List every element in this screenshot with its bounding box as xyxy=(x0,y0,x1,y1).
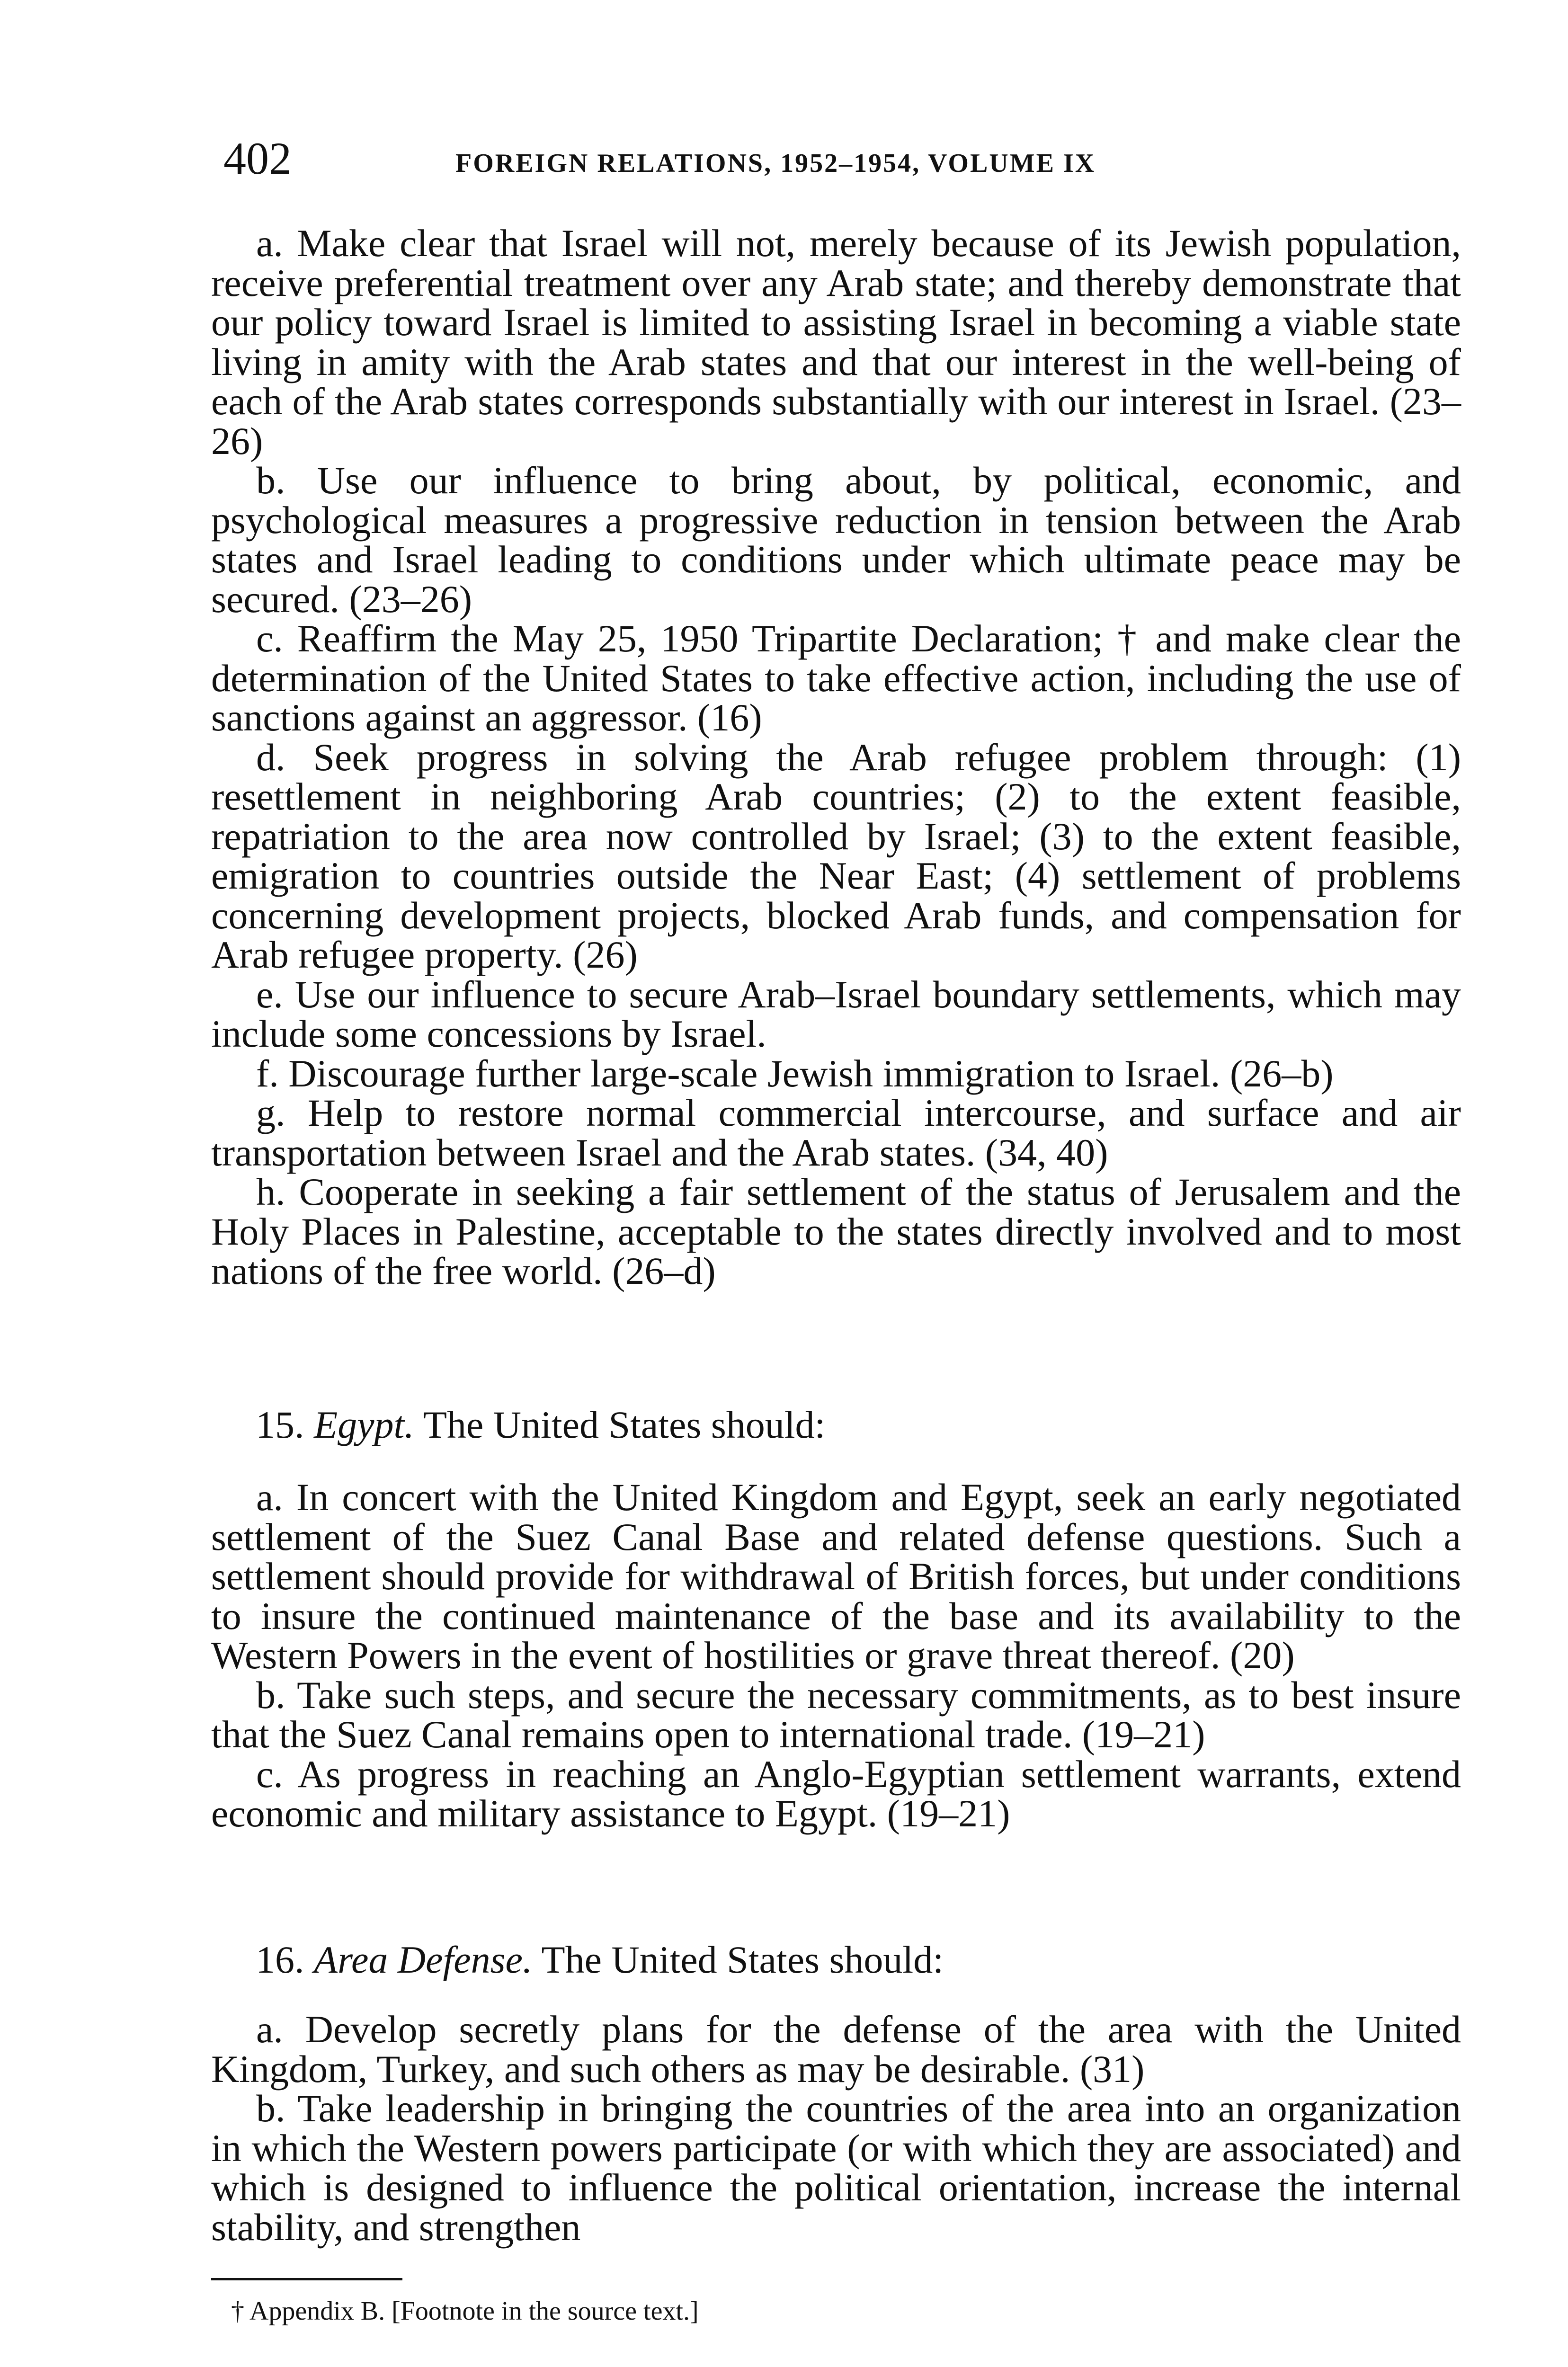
paragraph-15b: b. Take such steps, and secure the necessary commitments, as to best insure that the Suez Canal remains open to international trade. (19–21) xyxy=(211,1673,1461,1756)
page-number: 402 xyxy=(223,133,292,184)
section-14-items xyxy=(211,223,1461,1291)
footnote-divider xyxy=(211,2278,402,2280)
page-header xyxy=(223,130,1464,187)
section-15-heading xyxy=(256,1404,825,1446)
section-15-number: 15. xyxy=(256,1403,304,1446)
section-15-items xyxy=(211,1477,1461,1833)
running-head: FOREIGN RELATIONS, 1952–1954, VOLUME IX xyxy=(455,149,1096,178)
paragraph-16b: b. Take leadership in bringing the countries of the area into an organization in which the Western powers participate (or with which they are associated) and which is designed to influence the political orientation, increase the internal stability, and strengthen xyxy=(211,2087,1461,2249)
paragraph-14f: f. Discourage further large-scale Jewish immigration to Israel. (26–b) xyxy=(256,1051,1334,1095)
paragraph-15a: a. In concert with the United Kingdom and Egypt, seek an early negotiated settlement of the Suez Canal Base and related defense questions. Such a settlement should provide for withdrawal of British forces, but under conditions to insure the continued maintenance of the base and its availability to the Western Powers in the event of hostilities or grave threat thereof. (20) xyxy=(211,1476,1461,1677)
paragraph-15c: c. As progress in reaching an Anglo-Egyptian settlement warrants, extend economic and military assistance to Egypt. (19–21) xyxy=(211,1752,1461,1835)
paragraph-14b: b. Use our influence to bring about, by political, economic, and psychological measures a progressive reduction in tension between the Arab states and Israel leading to conditions under which ultimate peace may be secured. (23–26) xyxy=(211,459,1461,621)
section-15-lead: The United States should: xyxy=(423,1403,826,1446)
footnote: † Appendix B. [Footnote in the source text.] xyxy=(231,2296,699,2326)
paragraph-14a: a. Make clear that Israel will not, merely because of its Jewish population, receive preferential treatment over any Arab state; and thereby demonstrate that our policy toward Israel is limited to assisting Israel in becoming a viable state living in amity with the Arab states and that our interest in the well-being of each of the Arab states corresponds substantially with our interest in Israel. (23–26) xyxy=(211,222,1461,463)
section-16-lead: The United States should: xyxy=(541,1938,944,1981)
paragraph-14h: h. Cooperate in seeking a fair settlement of the status of Jerusalem and the Holy Places in Palestine, acceptable to the states directly involved and to most nations of the free world. (26–d) xyxy=(211,1170,1461,1292)
section-16-heading xyxy=(256,1939,944,1981)
paragraph-14e: e. Use our influence to secure Arab–Israel boundary settlements, which may include some concessions by Israel. xyxy=(211,972,1461,1055)
paragraph-16a: a. Develop secretly plans for the defense of the area with the United Kingdom, Turkey, and such others as may be desirable. (31) xyxy=(211,2008,1461,2091)
section-16-title: Area Defense. xyxy=(314,1938,533,1981)
section-16-items xyxy=(211,2010,1461,2247)
paragraph-14g: g. Help to restore normal commercial intercourse, and surface and air transportation between Israel and the Arab states. (34, 40) xyxy=(211,1091,1461,1174)
section-15-title: Egypt. xyxy=(314,1403,414,1446)
paragraph-14c: c. Reaffirm the May 25, 1950 Tripartite Declaration; † and make clear the determination of the United States to take effective action, including the use of sanctions against an aggressor. (16) xyxy=(211,617,1461,739)
section-16-number: 16. xyxy=(256,1938,304,1981)
paragraph-14d: d. Seek progress in solving the Arab refugee problem through: (1) resettlement in neighboring Arab countries; (2) to the extent feasible, repatriation to the area now controlled by Israel; (3) to the extent feasible, emigration to countries outside the Near East; (4) settlement of problems concerning development projects, blocked Arab funds, and compensation for Arab refugee property. (26) xyxy=(211,735,1461,976)
